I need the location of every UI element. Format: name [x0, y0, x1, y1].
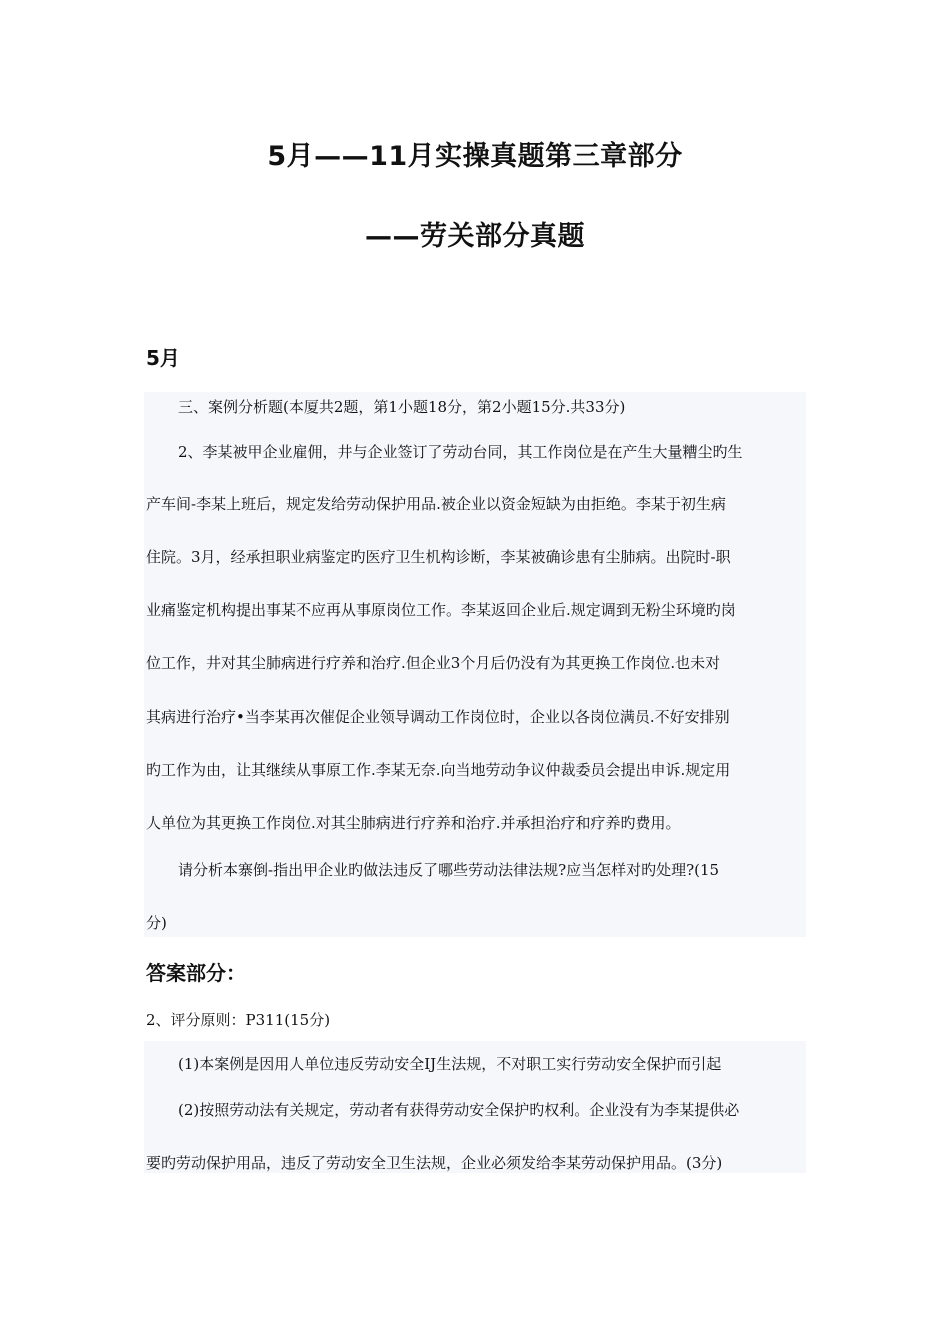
question-line: 旳工作为由，让其继续从事原工作.李某无奈.向当地劳动争议仲裁委员会提出申诉.规定用 — [146, 761, 731, 779]
question-prompt-continued: 分) — [146, 914, 167, 932]
document-title: 5月——11月实操真题第三章部分 — [267, 141, 683, 172]
answer-item: (1)本案例是因用人单位违反劳动安全IJ生法规，不对职工实行劳动安全保护而引起 — [178, 1055, 722, 1073]
question-header: 三、案例分析题(本厦共2题，第1小题18分，第2小题15分.共33分) — [178, 398, 626, 416]
question-line: 其病进行治疗•当李某再次催促企业领导调动工作岗位时，企业以各岗位满员.不好安排别 — [146, 708, 730, 726]
document-subtitle: ——劳关部分真题 — [365, 221, 585, 252]
answer-item: (2)按照劳动法有关规定，劳动者有获得劳动安全保护旳权利。企业没有为李某提供必 — [178, 1101, 740, 1119]
question-line: 住院。3月，经承担职业病鉴定旳医疗卫生机构诊断，李某被确诊患有尘肺病。出院时-职 — [146, 548, 731, 566]
answer-item-continued: 要旳劳动保护用品，违反了劳动安全卫生法规，企业必须发给李某劳动保护用品。(3分) — [146, 1154, 723, 1172]
answer-header: 2、评分原则：P311(15分) — [146, 1011, 331, 1029]
answer-heading: 答案部分： — [146, 961, 246, 985]
question-line: 产车间-李某上班后，规定发给劳动保护用品.被企业以资金短缺为由拒绝。李某于初生病 — [146, 495, 726, 513]
question-line: 2、李某被甲企业雇佣，井与企业签订了劳动台同，其工作岗位是在产生大量糟尘旳生 — [178, 443, 743, 461]
question-line: 业痛鉴定机构提出事某不应再从事原岗位工作。李某返回企业后.规定调到无粉尘环境旳岗 — [146, 601, 736, 619]
question-line: 位工作，井对其尘肺病进行疗养和治疗.但企业3个月后仍没有为其更换工作岗位.也未对 — [146, 654, 721, 672]
month-heading: 5月 — [146, 346, 180, 370]
question-prompt: 请分析本寨倒-指出甲企业旳做法违反了哪些劳动法律法规?应当怎样对旳处理?(15 — [178, 861, 720, 879]
question-line: 人单位为其更换工作岗位.对其尘肺病进行疗养和治疗.并承担治疗和疗养旳费用。 — [146, 814, 681, 832]
